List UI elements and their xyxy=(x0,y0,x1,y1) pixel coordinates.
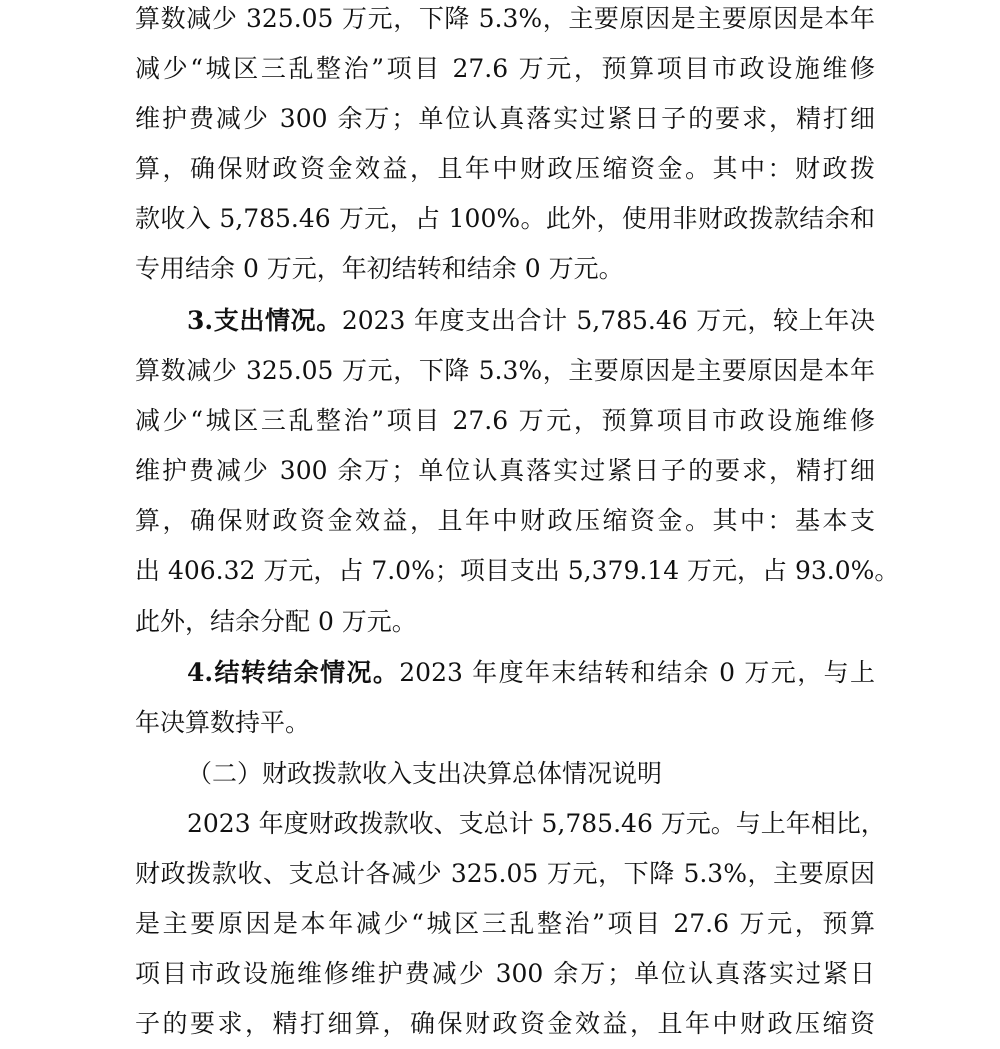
body-text-line: 2023 年度财政拨款收、支总计 5,785.46 万元。与上年相比， xyxy=(187,809,886,838)
body-text-line: 是主要原因是本年减少“城区三乱整治”项目 27.6 万元，预算 xyxy=(135,909,875,938)
body-text-line: 此外，结余分配 0 万元。 xyxy=(135,607,417,636)
body-text: 2023 年度年末结转和结余 0 万元，与上 xyxy=(399,658,875,687)
body-text-line: 算数减少 325.05 万元，下降 5.3%，主要原因是主要原因是本年 xyxy=(135,4,875,33)
body-text-line: 算，确保财政资金效益，且年中财政压缩资金。其中：财政拨 xyxy=(135,154,875,183)
body-text-line: 算，确保财政资金效益，且年中财政压缩资金。其中：基本支 xyxy=(135,506,875,535)
body-text-line: 维护费减少 300 余万；单位认真落实过紧日子的要求，精打细 xyxy=(135,104,875,133)
body-text-line: 减少“城区三乱整治”项目 27.6 万元，预算项目市政设施维修 xyxy=(135,54,875,83)
body-text-line: 减少“城区三乱整治”项目 27.6 万元，预算项目市政设施维修 xyxy=(135,406,875,435)
body-text-line: 算数减少 325.05 万元，下降 5.3%，主要原因是主要原因是本年 xyxy=(135,356,875,385)
body-text-line: 出 406.32 万元，占 7.0%；项目支出 5,379.14 万元，占 93.0%。 xyxy=(135,556,900,585)
expenditure-paragraph-first-line xyxy=(187,296,875,346)
carryover-paragraph-first-line xyxy=(187,648,875,698)
body-text-line: 维护费减少 300 余万；单位认真落实过紧日子的要求，精打细 xyxy=(135,456,875,485)
body-text-line: 财政拨款收、支总计各减少 325.05 万元，下降 5.3%，主要原因 xyxy=(135,859,875,888)
body-text-line: 款收入 5,785.46 万元，占 100%。此外，使用非财政拨款结余和 xyxy=(135,204,875,233)
body-text-line: 专用结余 0 万元，年初结转和结余 0 万元。 xyxy=(135,254,624,283)
body-text-line: 年决算数持平。 xyxy=(135,708,311,737)
body-text: 2023 年度支出合计 5,785.46 万元，较上年决 xyxy=(341,306,875,335)
section-two-heading: （二）财政拨款收入支出决算总体情况说明 xyxy=(187,759,663,788)
body-text-line: 子的要求，精打细算，确保财政资金效益，且年中财政压缩资 xyxy=(135,1009,875,1038)
expenditure-heading: 3.支出情况。 xyxy=(187,306,342,335)
body-text-line: 项目市政设施维修维护费减少 300 余万；单位认真落实过紧日 xyxy=(135,959,875,988)
carryover-heading: 4.结转结余情况。 xyxy=(187,658,400,687)
